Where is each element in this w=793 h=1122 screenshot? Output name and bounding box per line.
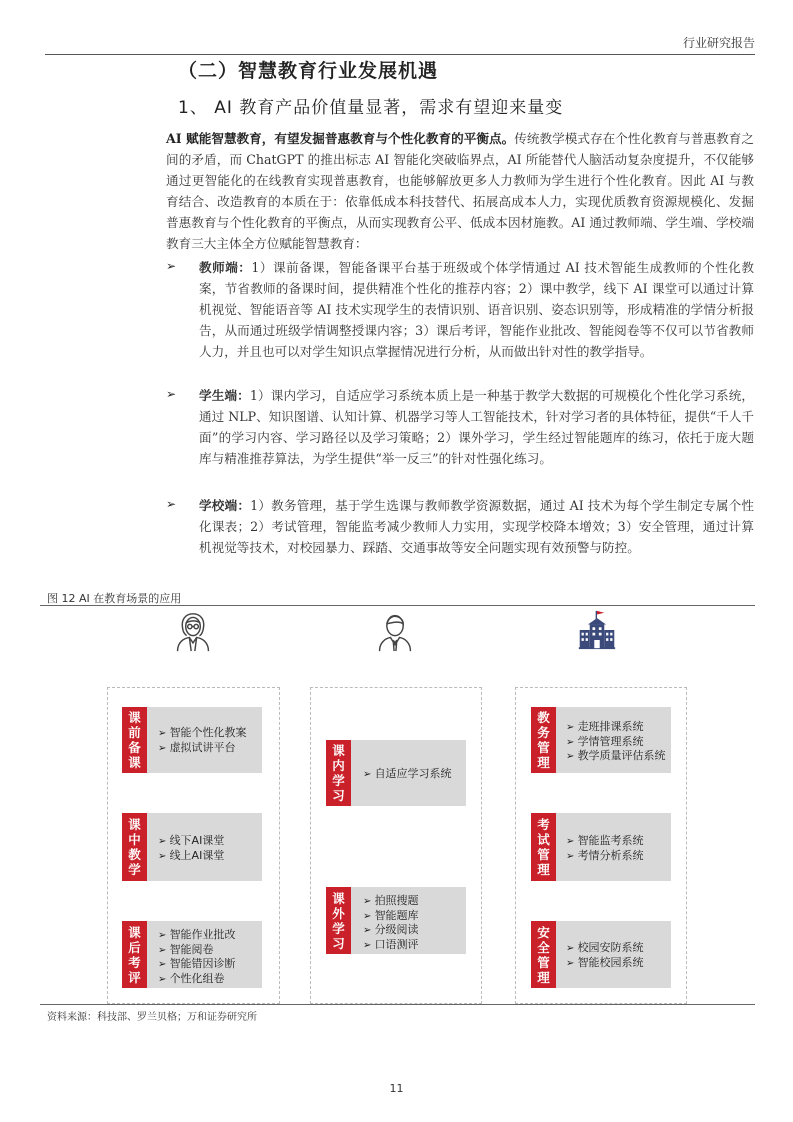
figure-top-rule [40, 605, 755, 606]
header-label: 行业研究报告 [682, 36, 755, 50]
bullet-text: 1）教务管理，基于学生选课与教师教学资源数据，通过 AI 技术为每个学生制定专属个性化课表；2）考试管理，智能监考减少教师人力实用，实现学校降本增效；3）安全管理，通过计算机视觉等技术，对校园暴力、踩踏、交通事故等安全问题实现有效预警与防控。 [199, 498, 754, 555]
source-note: 资料来源：科技部、罗兰贝格；万和证券研究所 [47, 1012, 257, 1023]
figure-bottom-rule [40, 1004, 755, 1005]
teacher-icon [173, 612, 213, 652]
items-class: ➢ 线下AI课堂 ➢ 线上AI课堂 [158, 834, 224, 863]
section-title: （二）智慧教育行业发展机遇 [178, 60, 439, 82]
page-number: 11 [389, 1082, 404, 1095]
sub-title: 1、 AI 教育产品价值量显著，需求有望迎来量变 [178, 98, 564, 118]
bullet-label: 教师端： [199, 260, 252, 275]
header-divider [45, 54, 755, 55]
intro-bold: AI 赋能智慧教育，有望发掘普惠教育与个性化教育的平衡点。 [166, 131, 515, 146]
items-exam: ➢ 智能监考系统 ➢ 考情分析系统 [566, 834, 644, 863]
tag-exam: 考试管理 [531, 813, 556, 881]
bullet-teacher [199, 257, 754, 362]
items-safety: ➢ 校园安防系统 ➢ 智能校园系统 [566, 941, 644, 970]
items-prep: ➢ 智能个性化教案 ➢ 虚拟试讲平台 [158, 726, 247, 755]
bullet-text: 1）课内学习，自适应学习系统本质上是一种基于教学大数据的可规模化个性化学习系统，通过 NLP、知识图谱、认知计算、机器学习等人工智能技术，针对学习者的具体特征，提供“千人千面”的学习内容、学习路径以及学习策略；2）课外学习，学生经过智能题库的练习，依托于庞大题库与精准推荐算法，为学生提供“举一反三”的针对性强化练习。 [199, 388, 755, 466]
student-icon [375, 612, 415, 652]
bullet-text: 1）课前备课，智能备课平台基于班级或个体学情通过 AI 技术智能生成教师的个性化教案，节省教师的备课时间，提供精准个性化的推荐内容；2）课中教学，线下 AI 课堂可以通过计算机视觉、智能语音等 AI 技术实现学生的表情识别、语音识别、姿态识别等，形成精准的学情分析报告，从而通过班级学情调整授课内容；3）课后考评，智能作业批改、智能阅卷等不仅可以节省教师人力，并且也可以对学生知识点掌握情况进行分析，从而做出针对性的教学指导。 [199, 260, 754, 359]
items-inclass: ➢ 自适应学习系统 [363, 767, 452, 782]
bullet-label: 学生端： [199, 388, 250, 403]
items-afterclass: ➢ 拍照搜题 ➢ 智能题库 ➢ 分级阅读 ➢ 口语测评 [363, 894, 419, 952]
bullet-arrow-school: ➢ [166, 497, 177, 511]
tag-safety: 安全管理 [531, 921, 556, 988]
items-academic: ➢ 走班排课系统 ➢ 学情管理系统 ➢ 教学质量评估系统 [566, 720, 666, 764]
bullet-student [199, 385, 754, 469]
panel-student [310, 687, 482, 1004]
tag-class: 课中教学 [122, 813, 147, 881]
items-eval: ➢ 智能作业批改 ➢ 智能阅卷 ➢ 智能错因诊断 ➢ 个性化组卷 [158, 928, 236, 986]
tag-afterclass: 课外学习 [326, 887, 351, 954]
bullet-arrow-student: ➢ [166, 387, 177, 401]
figure-title: 图 12 AI 在教育场景的应用 [47, 592, 182, 605]
intro-paragraph [166, 128, 754, 254]
bullet-label: 学校端： [199, 498, 251, 513]
tag-eval: 课后考评 [122, 921, 147, 988]
tag-inclass: 课内学习 [326, 740, 351, 806]
bullet-arrow-teacher: ➢ [166, 259, 177, 273]
intro-text: 传统教学模式存在个性化教育与普惠教育之间的矛盾，而 ChatGPT 的推出标志 AI 智能化突破临界点，AI 所能替代人脑活动复杂度提升，不仅能够通过更智能化的在线教育实现普惠教育，也能够解放更多人力教师为学生进行个性化教育。因此 AI 与教育结合、改造教育的本质在于：依靠低成本科技替代、拓展高成本人力，实现优质教育资源规模化、发掘普惠教育与个性化教育的平衡点，从而实现教育公平、低成本因材施教。AI 通过教师端、学生端、学校端教育三大主体全方位赋能智慧教育： [166, 131, 755, 251]
tag-academic: 教务管理 [531, 707, 556, 773]
school-icon [577, 610, 617, 650]
tag-prep: 课前备课 [122, 707, 147, 773]
bullet-school [199, 495, 754, 558]
